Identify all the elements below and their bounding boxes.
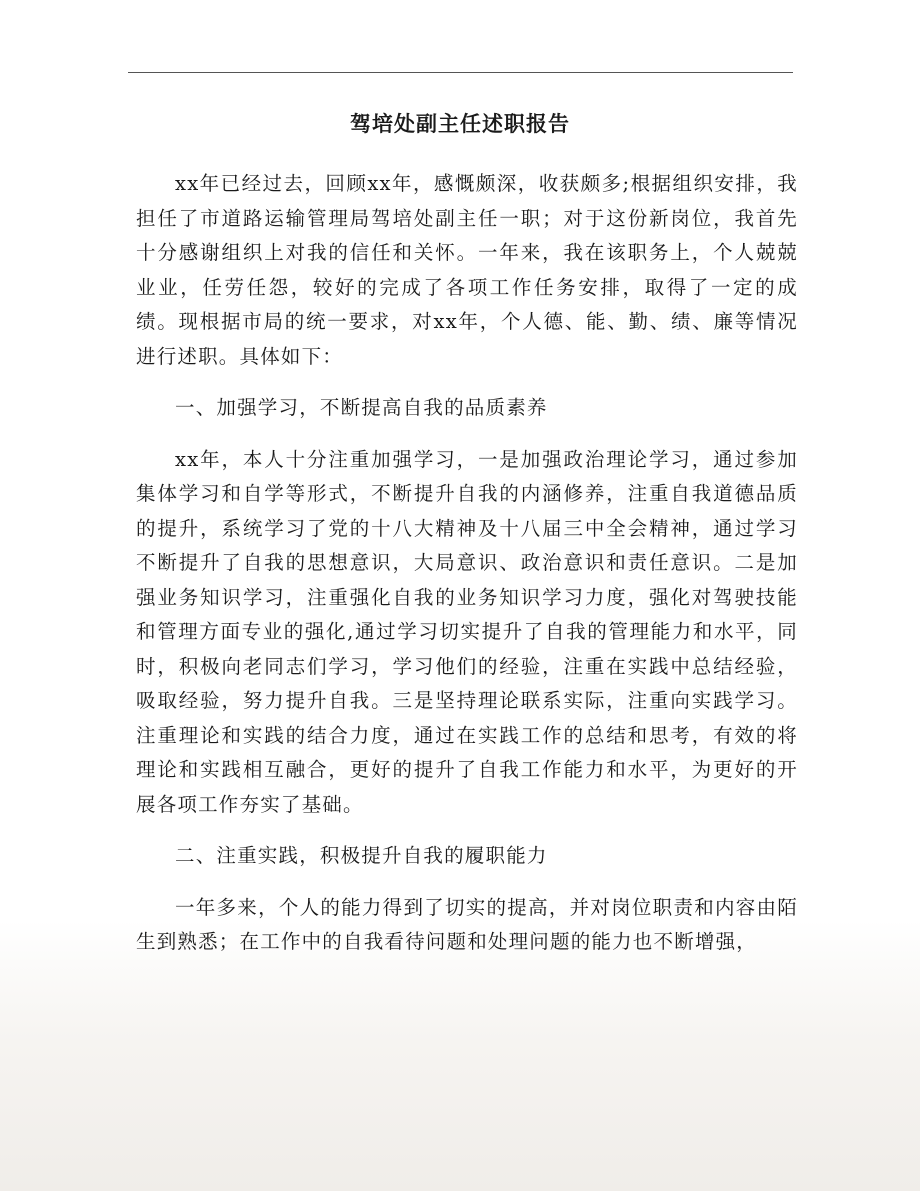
header-rule [128,72,793,73]
section-heading-1: 一、加强学习，不断提高自我的品质素养 [175,396,548,419]
document-title: 驾培处副主任述职报告 [350,111,570,136]
paragraph-practice: 一年多来，个人的能力得到了切实的提高，并对岗位职责和内容由陌生到熟悉；在工作中的自我看待问题和处理问题的能力也不断增强， [136,895,798,953]
paragraph-intro: xx年已经过去，回顾xx年，感慨颇深，收获颇多;根据组织安排，我担任了市道路运输管理局驾培处副主任一职；对于这份新岗位，我首先十分感谢组织上对我的信任和关怀。一年来，我在该职务上，个人兢兢业业，任劳任怨，较好的完成了各项工作任务安排，取得了一定的成绩。现根据市局的统一要求，对xx年，个人德、能、勤、绩、廉等情况进行述职。具体如下： [136,172,798,368]
section-heading-2: 二、注重实践，积极提升自我的履职能力 [175,844,548,867]
document-body [136,167,798,977]
paragraph-study: xx年，本人十分注重加强学习，一是加强政治理论学习，通过参加集体学习和自学等形式，不断提升自我的内涵修养，注重自我道德品质的提升，系统学习了党的十八大精神及十八届三中全会精神，通过学习不断提升了自我的思想意识，大局意识、政治意识和责任意识。二是加强业务知识学习，注重强化自我的业务知识学习力度，强化对驾驶技能和管理方面专业的强化,通过学习切实提升了自我的管理能力和水平，同时，积极向老同志们学习，学习他们的经验，注重在实践中总结经验，吸取经验，努力提升自我。三是坚持理论联系实际，注重向实践学习。注重理论和实践的结合力度，通过在实践工作的总结和思考，有效的将理论和实践相互融合，更好的提升了自我工作能力和水平，为更好的开展各项工作夯实了基础。 [136,447,798,816]
